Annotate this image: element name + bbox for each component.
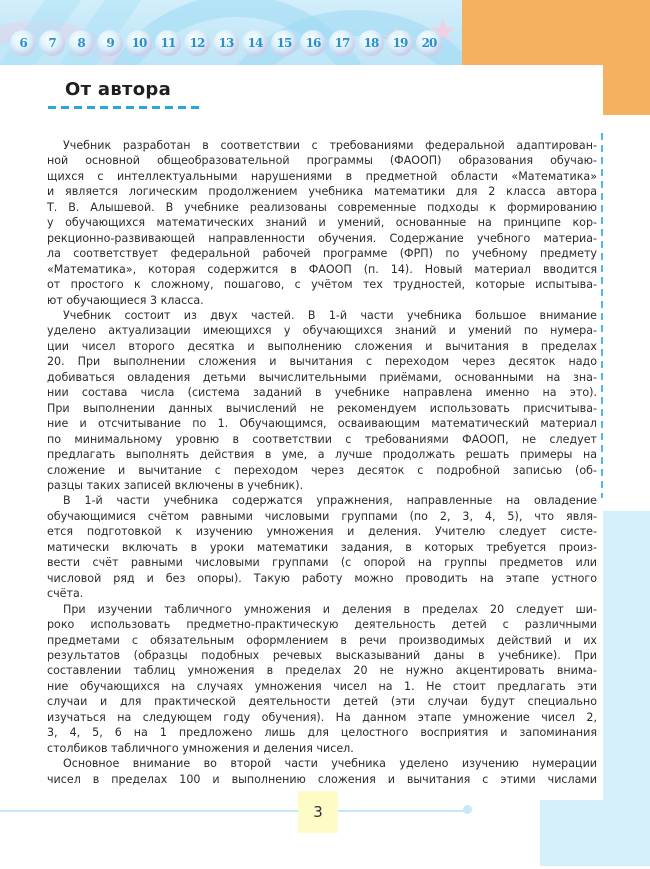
paragraph (47, 756, 597, 787)
text-line: ции чисел второго десятка и выполнению сложения и вычитания в пределах (47, 339, 597, 353)
text-line: В 1-й части учебника содержатся упражнения, направленные на овладение (63, 494, 597, 508)
footer-rule-dot (463, 805, 472, 814)
text-line: предметами с обязательным оформлением в речи производимых действий и их (47, 633, 597, 647)
body-text (47, 138, 597, 787)
number-bubble: 7 (39, 30, 65, 56)
vertical-dashed-divider (601, 133, 603, 498)
text-line: у обучающихся математических знаний и умений, основанные на принципе кор- (47, 216, 597, 230)
paragraph (47, 308, 597, 493)
text-line: вести счёт равными числовыми группами (с опорой на группы предметов или (47, 556, 597, 570)
text-line: предлагать выполнять действия в уме, а лучше продолжать решать примеры на (47, 448, 597, 462)
text-line: Учебник состоит из двух частей. В 1-й части учебника большое внимание (63, 308, 597, 322)
text-line: Основное внимание во второй части учебника уделено изучению нумерации (63, 757, 597, 771)
text-line: ется подготовкой к изучению умножения и деления. Учителю следует систе- (47, 525, 597, 539)
number-bubble: 15 (271, 30, 297, 56)
number-bubble: 17 (329, 30, 355, 56)
text-line: ние обучающихся на случаях умножения чисел на 1. Не стоит предлагать эти (47, 679, 597, 693)
text-line: добиваться овладения детьми вычислительными приёмами, основанными на зна- (47, 370, 597, 384)
paragraph (47, 138, 597, 308)
text-line: результатов (образцы подобных речевых высказываний даны в учебнике). При (47, 648, 597, 662)
text-line: При выполнении данных вычислений не рекомендуем использовать присчитыва- (47, 401, 597, 415)
text-line: чисел в пределах 100 и выполнению сложения и вычитания с этими числами (47, 772, 597, 786)
text-line: сложение и вычитание с переходом через десяток с подробной записью (об- (47, 463, 597, 477)
text-line: роко использовать предметно-практическую деятельность детей с различными (47, 618, 597, 632)
text-line: изучаться на следующем году обучения). На данном этапе умножение чисел 2, (47, 710, 597, 724)
text-line: числовой ряд и без опоры). Такую работу можно проводить на этапе устного (47, 571, 597, 585)
text-line: Т. В. Алышевой. В учебнике реализованы современные подходы к формированию (47, 200, 597, 214)
paragraph (47, 602, 597, 757)
number-bubble: 13 (213, 30, 239, 56)
text-line: ла соответствует федеральной рабочей программе (ФРП) по учебному предмету (47, 247, 597, 261)
title-dashed-underline (48, 106, 200, 109)
text-line: ют обучающиеся 3 класса. (47, 293, 204, 307)
text-line: Учебник разработан в соответствии с требованиями федеральной адаптирован- (63, 139, 597, 152)
number-bubble: 16 (300, 30, 326, 56)
text-line: щихся с интеллектуальными нарушениями в предметной области «Математика» (47, 169, 597, 183)
page-number: 3 (298, 791, 338, 833)
text-line: При изучении табличного умножения и деления в пределах 20 следует ши- (63, 602, 597, 616)
text-line: по минимальному уровню в соответствии с требованиями ФАООП, не следует (47, 432, 597, 446)
text-line: счёта. (47, 587, 84, 601)
text-line: ние и отсчитывание по 1. Обучающимся, осваивающим математический материал (47, 417, 597, 431)
text-line: обучающимися счётом равными числовыми группами (по 2, 3, 4, 5), что явля- (47, 509, 597, 523)
blue-side-panel (603, 511, 650, 811)
text-line: столбиков табличного умножения и деления чисел. (47, 741, 354, 755)
text-line: матически включать в уроки математики задания, в которых требуется произ- (47, 540, 597, 554)
text-line: разцы таких записей включены в учебник). (47, 478, 304, 492)
text-line: случаи и для практической деятельности детей (эти случаи будут специально (47, 695, 597, 709)
text-line: и является логическим продолжением учебника математики для 2 класса автора (47, 185, 597, 199)
number-bubble: 6 (10, 30, 36, 56)
footer-rule (0, 810, 468, 812)
number-bubble: 18 (358, 30, 384, 56)
text-line: уделено актуализации имеющихся у обучающихся знаний и умений по нумера- (47, 324, 597, 338)
text-line: «Математика», которая содержится в ФАООП (п. 14). Новый материал вводится (47, 262, 597, 276)
text-line: рекционно-развивающей направленности обучения. Содержание учебного материа- (47, 231, 597, 245)
blue-bottom-panel (540, 800, 650, 866)
text-line: составлении таблиц умножения в пределах 20 не нужно акцентировать внима- (47, 664, 597, 678)
number-bubble: 19 (387, 30, 413, 56)
header-banner (0, 0, 462, 65)
number-strip (10, 30, 442, 56)
paragraph (47, 493, 597, 601)
text-line: 20. При выполнении сложения и вычитания с переходом через десяток надо (47, 355, 597, 369)
text-line: ной основной общеобразовательной программы (ФАООП) образования обучаю- (47, 154, 597, 168)
text-line: 3, 4, 5, 6 на 1 предложено лишь для целостного восприятия и запоминания (47, 726, 597, 740)
number-bubble: 10 (126, 30, 152, 56)
orange-corner-block (462, 0, 650, 65)
text-line: нии состава числа (система заданий в учебнике направлена именно на это). (47, 386, 597, 400)
number-bubble: 14 (242, 30, 268, 56)
orange-side-tab (603, 65, 650, 115)
number-bubble: 8 (68, 30, 94, 56)
number-bubble: 20 (416, 30, 442, 56)
number-bubble: 9 (97, 30, 123, 56)
number-bubble: 12 (184, 30, 210, 56)
page-title: От автора (65, 79, 172, 100)
text-line: от простого к сложному, пошагово, с учётом тех трудностей, которые испытыва- (47, 278, 597, 292)
number-bubble: 11 (155, 30, 181, 56)
